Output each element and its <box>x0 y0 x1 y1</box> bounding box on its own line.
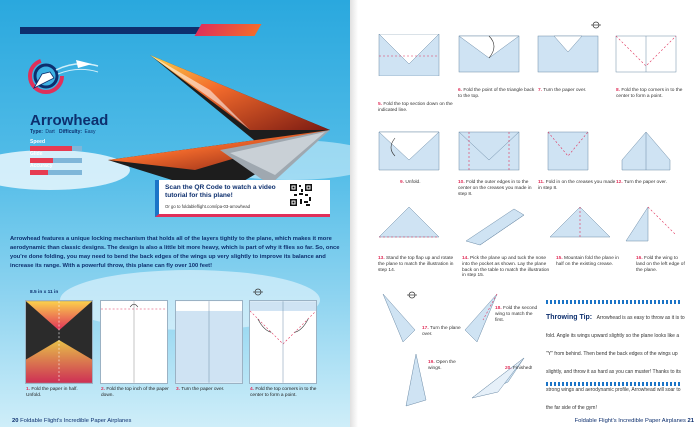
step-8-diagram <box>612 34 680 76</box>
step-3-diagram <box>175 300 243 384</box>
step-text: Fold the second wing to match the first. <box>495 306 538 323</box>
qr-code-icon[interactable] <box>289 183 313 207</box>
left-footer <box>12 418 131 424</box>
step-number: 3. <box>176 387 181 392</box>
step-16-caption <box>636 256 688 273</box>
turn-over-icon <box>406 290 418 300</box>
step-text: Open the wings. <box>428 360 456 371</box>
step-14-caption <box>462 256 554 279</box>
step-text: Fold in on the creases you made in step 8. <box>538 180 616 191</box>
step-5-diagram <box>375 34 443 76</box>
step-14-diagram <box>460 205 528 247</box>
right-page <box>350 0 700 427</box>
step-12-caption <box>616 180 696 186</box>
step-text: Stand the top flap up and rotate the plane to match the illustration in step 14. <box>378 256 454 273</box>
step-8-caption <box>616 88 694 100</box>
stat-label-speed: Speed <box>30 139 46 145</box>
paper-size-label: 8.5 in x 11 in <box>30 290 59 295</box>
step-number: 9. <box>400 180 405 185</box>
qr-link[interactable]: Or go to foldableflight.com/ipa-03-arrowhead <box>165 204 251 209</box>
step-7-diagram <box>534 34 602 76</box>
stat-bar-accuracy <box>30 170 82 175</box>
step-number: 15. <box>556 256 563 261</box>
step-18-caption <box>495 306 539 323</box>
step-text: Turn the paper over. <box>543 88 587 93</box>
difficulty-value: Easy <box>84 129 96 135</box>
step-number: 5. <box>378 102 383 107</box>
step-number: 12. <box>616 180 623 185</box>
stat-fill <box>30 170 48 175</box>
step-number: 14. <box>462 256 469 261</box>
tip-stripe-bottom <box>546 382 682 386</box>
qr-callout <box>155 180 330 217</box>
step-text: Fold the top inch of the paper down. <box>101 387 169 398</box>
step-number: 17. <box>422 326 429 331</box>
step-3-caption <box>176 387 244 393</box>
right-footer <box>575 418 694 424</box>
step-10-diagram <box>455 130 523 172</box>
step-15-caption <box>556 256 626 268</box>
step-11-caption <box>538 180 618 192</box>
step-number: 6. <box>458 88 463 93</box>
step-number: 16. <box>636 256 643 261</box>
step-number: 4. <box>250 387 255 392</box>
turn-over-icon <box>252 288 264 297</box>
step-text: Fold the outer edges in to the center on the creases you made in step 8. <box>458 180 532 197</box>
plane-title: Arrowhead <box>30 112 109 129</box>
turn-over-icon <box>590 20 602 30</box>
step-number: 1. <box>26 387 31 392</box>
step-20-caption <box>505 366 545 372</box>
step-number: 18. <box>495 306 502 311</box>
step-1-caption <box>26 387 94 399</box>
step-5-caption <box>378 102 458 114</box>
step-text: Fold the top corners in to the center to form a point. <box>616 88 683 99</box>
step-4-diagram <box>249 300 317 384</box>
step-text: Fold the paper in half. Unfold. <box>26 387 78 398</box>
step-number: 19. <box>428 360 435 365</box>
step-19-diagram <box>400 352 430 408</box>
type-value: Dart <box>45 129 55 135</box>
throwing-hand-icon <box>28 52 100 100</box>
step-15-diagram <box>546 205 614 247</box>
step-number: 11. <box>538 180 545 185</box>
step-text: Finished! <box>513 366 533 371</box>
step-number: 7. <box>538 88 543 93</box>
step-9-diagram <box>375 130 443 172</box>
step-number: 2. <box>101 387 106 392</box>
step-16-diagram <box>618 205 686 247</box>
step-text: Turn the plane over. <box>422 326 461 337</box>
plane-meta <box>30 129 96 135</box>
stat-label-accuracy: Accuracy <box>30 163 53 169</box>
step-text: Turn the paper over. <box>623 180 667 185</box>
step-20-finished-plane <box>468 352 528 402</box>
step-2-caption <box>101 387 169 399</box>
step-text: Fold the top section down on the indicated line. <box>378 102 453 113</box>
step-text: Unfold. <box>405 180 421 185</box>
step-19-caption <box>428 360 458 372</box>
page-number: 20 <box>12 418 19 424</box>
step-text: Fold the wing to land on the left edge of the plane. <box>636 256 685 273</box>
step-7-caption <box>538 88 621 94</box>
step-text: Fold the top corners in to the center to form a point. <box>250 387 317 398</box>
step-text: Turn the paper over. <box>181 387 225 392</box>
step-number: 8. <box>616 88 621 93</box>
step-number: 20. <box>505 366 512 371</box>
step-number: 10. <box>458 180 465 185</box>
step-2-diagram <box>100 300 168 384</box>
throwing-tip <box>546 306 686 411</box>
qr-heading: Scan the QR Code to watch a video tutorial for this plane! <box>165 184 276 199</box>
step-text: Mountain fold the plane in half on the existing crease. <box>556 256 619 267</box>
tip-body: Arrowhead is as easy to throw as it is to fold. Angle its wings upward slightly so the plane looks like a "Y" from behind. Then bend the back edges of the wings up slightly, and throw it as hard as you can muster! Thanks to its strong wings and aerodynamic profile, Arrowhead will soar to the far side of the gym! <box>546 315 685 411</box>
tip-stripe-top <box>546 300 682 304</box>
step-text: Pick the plane up and tuck the nose into the pocket as shown. Lay the plane back on the table to match the illustration in step 15. <box>462 256 550 279</box>
footer-title: Foldable Flight's Incredible Paper Airplanes <box>574 418 686 424</box>
step-17-caption <box>422 326 462 338</box>
step-11-diagram <box>534 130 602 172</box>
footer-title: Foldable Flight's Incredible Paper Airplanes <box>20 418 132 424</box>
header-stripe <box>20 27 248 34</box>
step-10-caption <box>458 180 538 197</box>
step-12-diagram <box>612 130 680 172</box>
step-1-diagram <box>25 300 93 384</box>
step-number: 13. <box>378 256 385 261</box>
step-6-diagram <box>455 34 523 76</box>
page-number: 21 <box>687 418 694 424</box>
step-13-caption <box>378 256 458 273</box>
tip-title: Throwing Tip: <box>546 314 593 321</box>
intro-paragraph: Arrowhead features a unique locking mechanism that holds all of the layers tightly to the plane, which makes it more aerodynamic than classic designs. The design is also a little bit more heavy, which is part of why it flies so far. So, once you're done folding, you may need to bend the back edges of the wings up very slightly to improve its balance and increase its range. With a powerful throw, this plane can fly over 100 feet! <box>10 236 340 269</box>
step-4-caption <box>250 387 320 399</box>
difficulty-label: Difficulty: <box>58 129 83 135</box>
step-13-diagram <box>375 205 443 247</box>
stat-label-glide: Glide <box>30 151 43 157</box>
type-label: Type: <box>30 129 43 135</box>
step-6-caption <box>458 88 538 100</box>
step-text: Fold the point of the triangle back to the top. <box>458 88 535 99</box>
